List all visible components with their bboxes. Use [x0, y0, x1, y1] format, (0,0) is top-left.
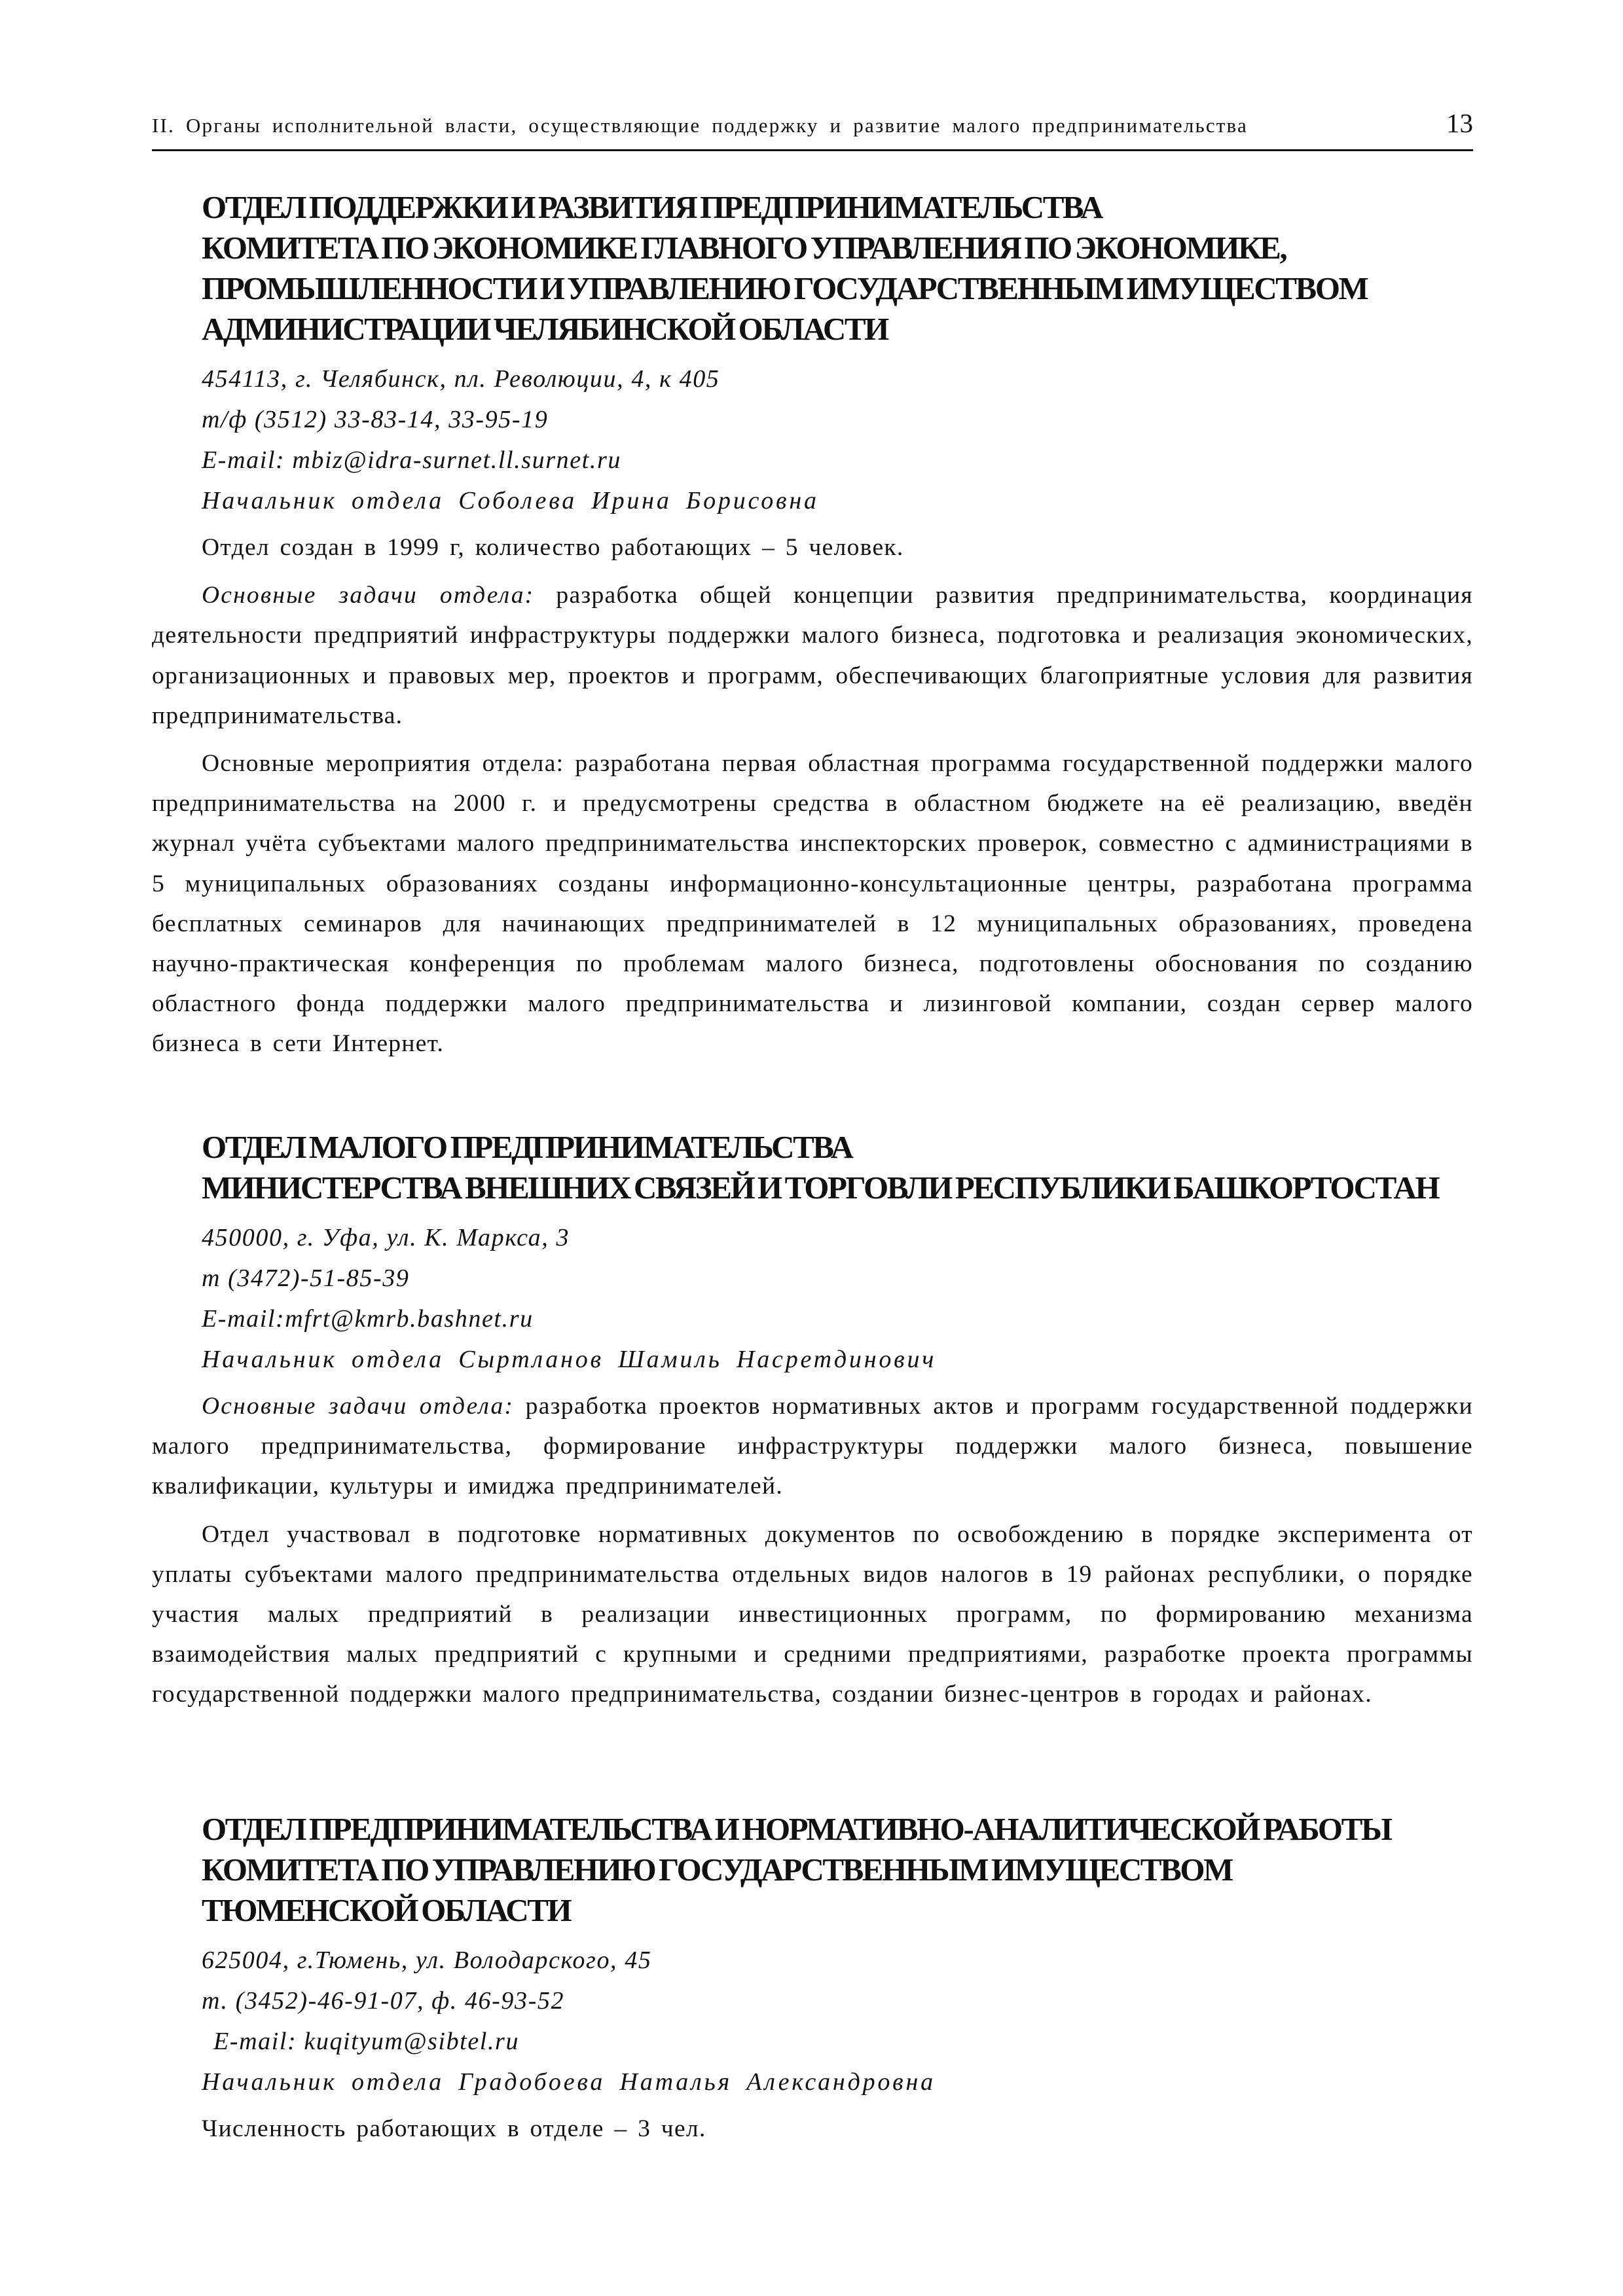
- title-line: МИНИСТЕРСТВА ВНЕШНИХ СВЯЗЕЙ И ТОРГОВЛИ РЕСПУБЛИКИ БАШКОРТОСТАН: [202, 1170, 1439, 1206]
- staff-note: Отдел создан в 1999 г, количество работающих – 5 человек.: [202, 534, 904, 561]
- section-title: [202, 187, 1473, 350]
- contact-block: [202, 1217, 1473, 1380]
- tasks-paragraph: [152, 1386, 1473, 1507]
- address: 625004, г.Тюмень, ул. Володарского, 45: [202, 1946, 652, 1974]
- email: E-mail:mfrt@kmrb.bashnet.ru: [202, 1305, 534, 1333]
- section-bashkortostan: [152, 1127, 1473, 1715]
- phone: т (3472)-51-85-39: [202, 1265, 410, 1292]
- title-line: ОТДЕЛ ПОДДЕРЖКИ И РАЗВИТИЯ ПРЕДПРИНИМАТЕЛЬСТВА: [202, 189, 1103, 225]
- title-line: АДМИНИСТРАЦИИ ЧЕЛЯБИНСКОЙ ОБЛАСТИ: [202, 311, 888, 347]
- title-line: ТЮМЕНСКОЙ ОБЛАСТИ: [202, 1892, 571, 1928]
- title-line: ОТДЕЛ МАЛОГО ПРЕДПРИНИМАТЕЛЬСТВА: [202, 1129, 852, 1165]
- email: E-mail: kuqityum@sibtel.ru: [213, 2028, 520, 2055]
- address: 454113, г. Челябинск, пл. Революции, 4, к 405: [202, 365, 720, 393]
- header-rule: [152, 149, 1473, 151]
- section-title: [202, 1127, 1473, 1208]
- activities-paragraph: Отдел участвовал в подготовке нормативных документов по освобождению в порядке эксперимента от уплаты субъектами малого предпринимательства отдельных видов налогов в 19 районах республики, о порядке участия малых предприятий в реализации инвестиционных программ, по формированию механизма взаимодействия малых предприятий с крупными и средними предприятиями, разработке проекта программы государственной поддержки малого предпринимательства, создании бизнес-центров в городах и районах.: [152, 1520, 1473, 1708]
- tasks-lead: Основные задачи отдела:: [202, 582, 535, 609]
- phone: т. (3452)-46-91-07, ф. 46-93-52: [202, 1987, 565, 2015]
- contact-block: [202, 359, 1473, 521]
- contact-block: [202, 1940, 1473, 2102]
- tasks-text: разработка общей концепции развития предпринимательства, координация деятельности предприятий инфраструктуры поддержки малого бизнеса, подготовка и реализация экономических, организационных и правовых мер, проектов и программ, обеспечивающих благоприятные условия для развития предпринимательства.: [152, 582, 1473, 729]
- title-line: КОМИТЕТА ПО УПРАВЛЕНИЮ ГОСУДАРСТВЕННЫМ ИМУЩЕСТВОМ: [202, 1852, 1232, 1888]
- department-head: Начальник отдела Сыртланов Шамиль Насретдинович: [202, 1346, 937, 1373]
- page-number: 13: [1446, 108, 1473, 138]
- section-title: [202, 1809, 1473, 1931]
- tasks-lead: Основные задачи отдела:: [202, 1393, 515, 1420]
- address: 450000, г. Уфа, ул. К. Маркса, 3: [202, 1224, 570, 1251]
- running-header: II. Органы исполнительной власти, осуществляющие поддержку и развитие малого предпринимательства: [152, 114, 1248, 137]
- activities-paragraph: Основные мероприятия отдела: разработана первая областная программа государственной поддержки малого предпринимательства на 2000 г. и предусмотрены средства в областном бюджете на её реализацию, введён журнал учёта субъектами малого предпринимательства инспекторских проверок, совместно с администрациями в 5 муниципальных образованиях созданы информационно-консультационные центры, разработана программа бесплатных семинаров для начинающих предпринимателей в 12 муниципальных образованиях, проведена научно-практическая конференция по проблемам малого бизнеса, подготовлены обоснования по созданию областного фонда поддержки малого предпринимательства и лизинговой компании, создан сервер малого бизнеса в сети Интернет.: [152, 750, 1473, 1058]
- tasks-text: разработка проектов нормативных актов и программ государственной поддержки малого предпринимательства, формирование инфраструктуры поддержки малого бизнеса, повышение квалификации, культуры и имиджа предпринимателей.: [152, 1393, 1473, 1500]
- department-head: Начальник отдела Градобоева Наталья Александровна: [202, 2068, 936, 2096]
- title-line: КОМИТЕТА ПО ЭКОНОМИКЕ ГЛАВНОГО УПРАВЛЕНИЯ ПО ЭКОНОМИКЕ,: [202, 230, 1286, 266]
- phone: т/ф (3512) 33-83-14, 33-95-19: [202, 406, 549, 433]
- email: E-mail: mbiz@idra-surnet.ll.surnet.ru: [202, 446, 621, 474]
- section-chelyabinsk: [152, 187, 1473, 1064]
- title-line: ОТДЕЛ ПРЕДПРИНИМАТЕЛЬСТВА И НОРМАТИВНО-АНАЛИТИЧЕСКОЙ РАБОТЫ: [202, 1811, 1391, 1847]
- department-head: Начальник отдела Соболева Ирина Борисовна: [202, 487, 819, 514]
- section-tyumen: [152, 1809, 1473, 2149]
- tasks-paragraph: [152, 575, 1473, 736]
- staff-note: Численность работающих в отделе – 3 чел.: [202, 2115, 706, 2142]
- title-line: ПРОМЫШЛЕННОСТИ И УПРАВЛЕНИЮ ГОСУДАРСТВЕННЫМ ИМУЩЕСТВОМ: [202, 270, 1368, 306]
